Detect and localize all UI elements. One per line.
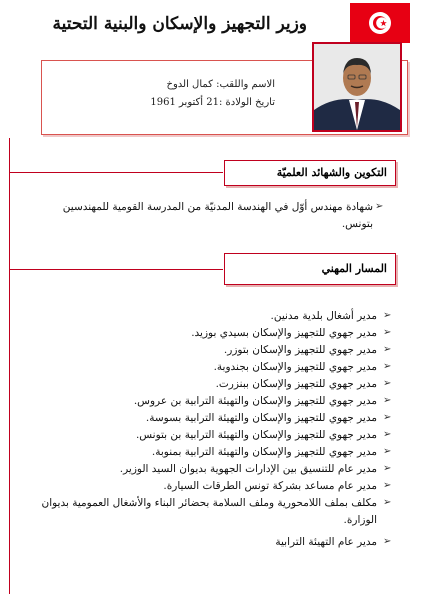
list-item: مدير جهوي للتجهيز والإسكان بسيدي بوزيد. xyxy=(191,327,377,339)
career-heading: المسار المهني xyxy=(224,253,396,285)
list-item: مدير جهوي للتجهيز والإسكان ببنزرت. xyxy=(215,378,377,390)
list-item: مدير جهوي للتجهيز والإسكان والتهيئة الترابية بمنوبة. xyxy=(151,446,377,458)
arrow-bullet-icon: ➢ xyxy=(383,536,392,547)
arrow-bullet-icon: ➢ xyxy=(383,446,392,457)
list-item: مدير عام مساعد بشركة تونس الطرقات السيارة. xyxy=(163,480,377,492)
arrow-bullet-icon: ➢ xyxy=(383,429,392,440)
arrow-bullet-icon: ➢ xyxy=(383,361,392,372)
left-border-line xyxy=(9,138,10,594)
tunisia-flag-icon xyxy=(350,3,410,43)
list-item: مدير عام التهيئة الترابية xyxy=(275,536,377,548)
portrait-photo xyxy=(312,42,402,132)
arrow-bullet-icon: ➢ xyxy=(383,378,392,389)
list-item: مدير جهوي للتجهيز والإسكان بجندوبة. xyxy=(213,361,377,373)
list-item: مدير جهوي للتجهيز والإسكان والتهيئة الترابية بن عروس. xyxy=(133,395,377,407)
education-heading: التكوين والشهائد العلميّة xyxy=(224,160,396,186)
list-item: مدير جهوي للتجهيز والإسكان بتوزر. xyxy=(223,344,377,356)
arrow-bullet-icon: ➢ xyxy=(383,412,392,423)
arrow-bullet-icon: ➢ xyxy=(383,480,392,491)
arrow-bullet-icon: ➢ xyxy=(383,344,392,355)
birth-line: تاريخ الولادة :21 أكتوبر 1961 xyxy=(150,97,275,108)
arrow-bullet-icon: ➢ xyxy=(383,463,392,474)
name-line: الاسم واللقب: كمال الدوخ xyxy=(166,79,275,90)
list-item: مدير أشغال بلدية مدنين. xyxy=(270,310,377,322)
arrow-bullet-icon: ➢ xyxy=(375,201,384,212)
arrow-bullet-icon: ➢ xyxy=(383,395,392,406)
list-item: مكلف بملف اللامحورية وملف السلامة بحضائر البناء والأشغال العمومية بديوان الوزارة. xyxy=(41,497,377,526)
list-item: مدير جهوي للتجهيز والإسكان والتهيئة الترابية بسوسة. xyxy=(145,412,377,424)
arrow-bullet-icon: ➢ xyxy=(383,327,392,338)
arrow-bullet-icon: ➢ xyxy=(383,497,392,508)
list-item: مدير عام للتنسيق بين الإدارات الجهوية بديوان السيد الوزير. xyxy=(119,463,377,475)
arrow-bullet-icon: ➢ xyxy=(383,310,392,321)
list-item: مدير جهوي للتجهيز والإسكان والتهيئة الترابية بن بتونس. xyxy=(135,429,377,441)
education-item: شهادة مهندس أوّل في الهندسة المدنيّة من المدرسة القومية للمهندسين بتونس. xyxy=(62,201,373,230)
page-title: وزير التجهيز والإسكان والبنية التحتية xyxy=(52,14,307,34)
section-divider xyxy=(10,172,223,173)
section-divider xyxy=(10,269,223,270)
